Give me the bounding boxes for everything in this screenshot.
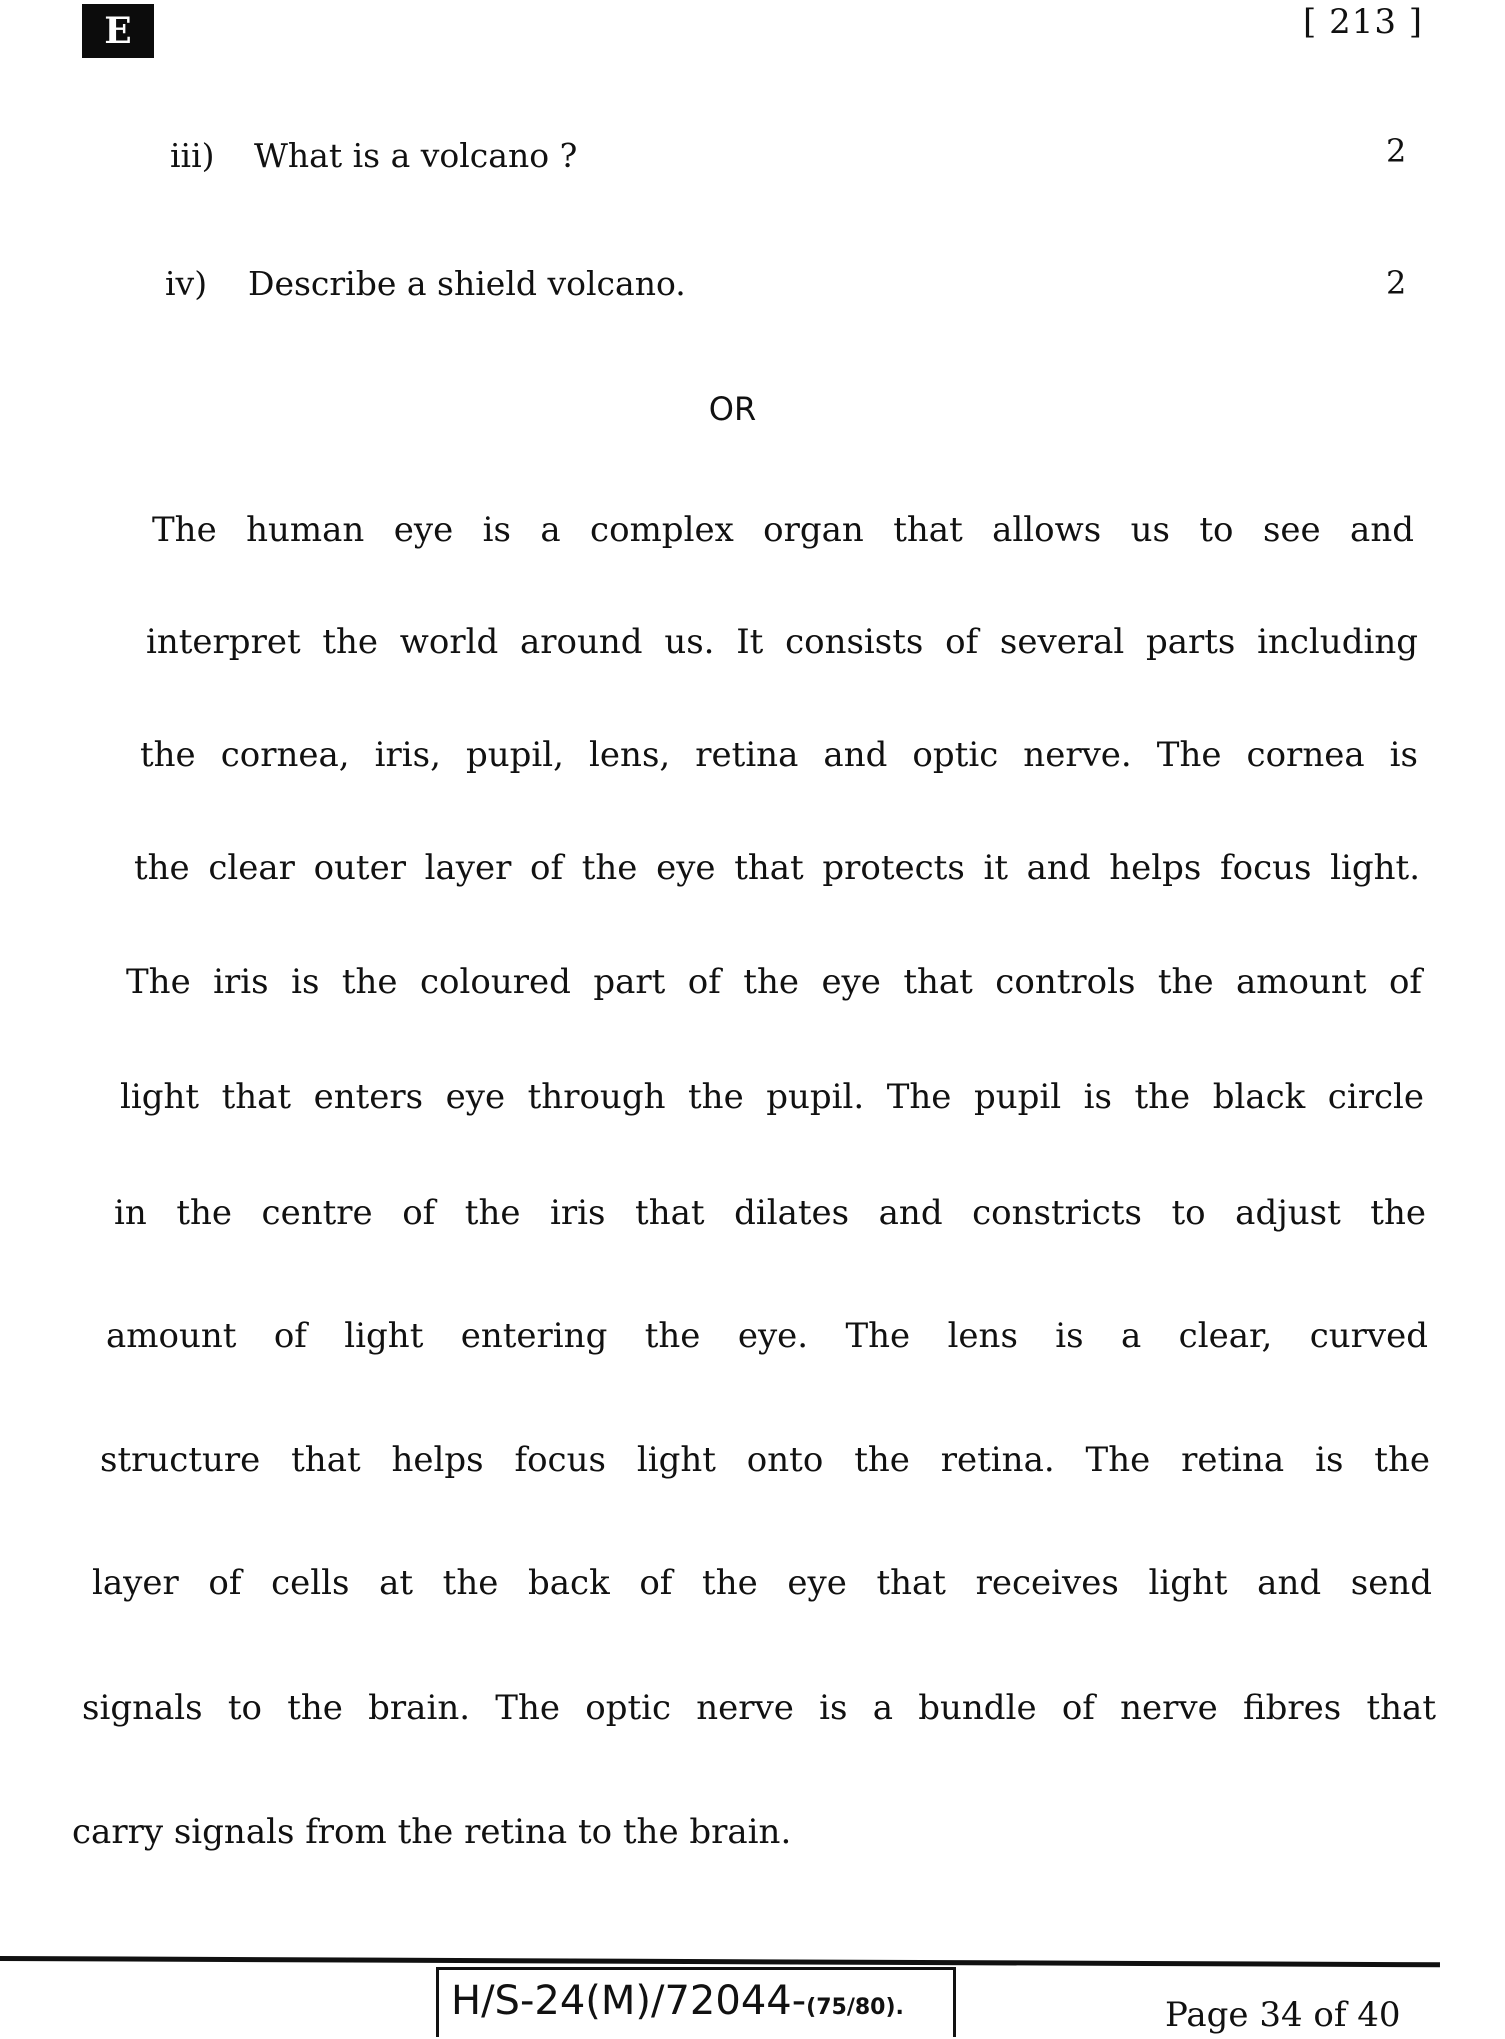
passage-line: light that enters eye through the pupil. The pupil is the black circle xyxy=(120,1077,1424,1117)
passage-line: structure that helps focus light onto the retina. The retina is the xyxy=(100,1440,1430,1480)
paper-code-suffix: (75/80). xyxy=(806,1995,904,2020)
question-number: iv) xyxy=(165,264,208,303)
question-number: iii) xyxy=(170,136,215,175)
question-marks: 2 xyxy=(1386,132,1407,170)
passage-line: signals to the brain. The optic nerve is a bundle of nerve fibres that xyxy=(82,1688,1436,1728)
page-number: [ 213 ] xyxy=(1303,2,1424,42)
paper-code-box xyxy=(436,1967,956,2037)
passage-line: layer of cells at the back of the eye that receives light and send xyxy=(92,1563,1432,1603)
passage-line: The iris is the coloured part of the eye that controls the amount of xyxy=(126,962,1422,1002)
footer-page-label: Page 34 of 40 xyxy=(1165,1995,1401,2035)
passage-line: amount of light entering the eye. The lens is a clear, curved xyxy=(106,1316,1428,1356)
question-text: Describe a shield volcano. xyxy=(248,264,686,303)
passage-line: the clear outer layer of the eye that protects it and helps focus light. xyxy=(134,848,1420,888)
question-marks: 2 xyxy=(1386,264,1407,302)
passage-line: in the centre of the iris that dilates and constricts to adjust the xyxy=(114,1193,1426,1233)
passage-line: interpret the world around us. It consists of several parts including xyxy=(146,622,1418,662)
section-badge: E xyxy=(82,4,154,58)
passage-line: the cornea, iris, pupil, lens, retina and optic nerve. The cornea is xyxy=(140,735,1418,775)
paper-code: H/S-24(M)/72044- xyxy=(451,1978,807,2024)
or-separator: OR xyxy=(708,390,757,428)
footer-rule xyxy=(0,1956,1440,1967)
passage-line: The human eye is a complex organ that allows us to see and xyxy=(152,510,1414,550)
passage-line: carry signals from the retina to the brain. xyxy=(72,1812,792,1852)
question-text: What is a volcano ? xyxy=(254,136,578,175)
